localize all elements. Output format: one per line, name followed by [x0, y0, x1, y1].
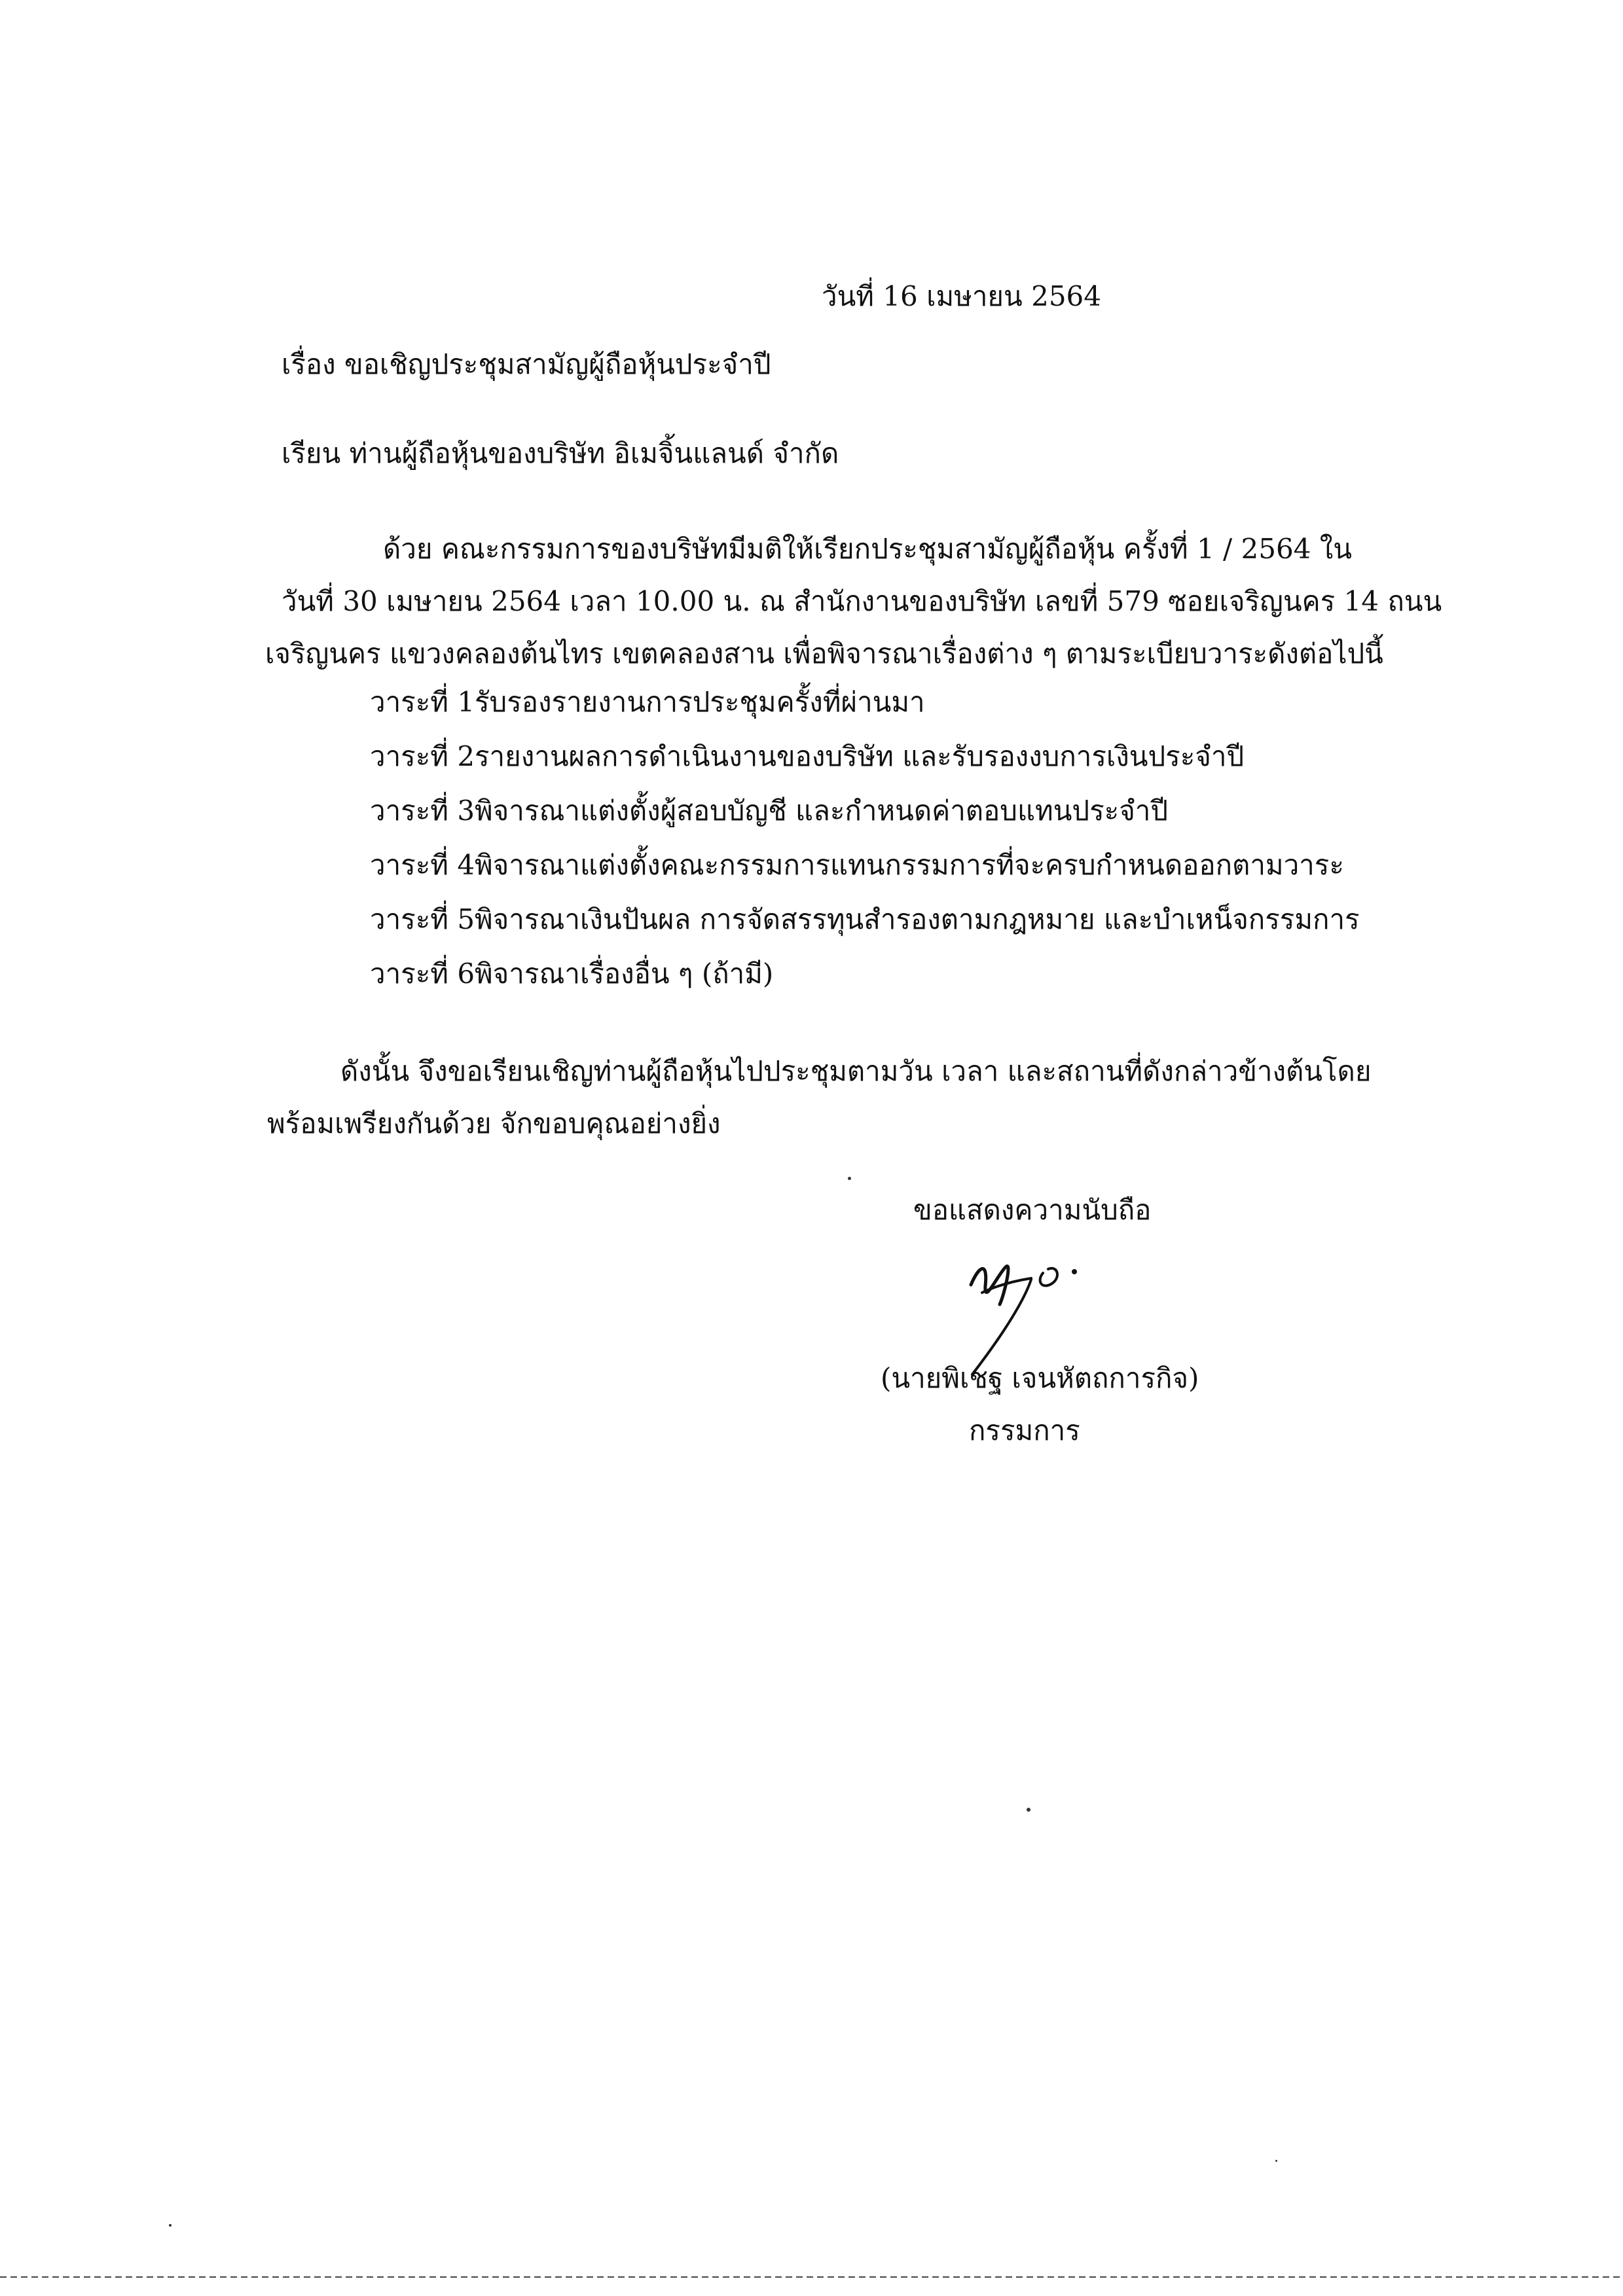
agenda-number: วาระที่ 4: [370, 849, 475, 881]
agenda-text: พิจารณาเรื่องอื่น ๆ (ถ้ามี): [475, 958, 774, 990]
agenda-item: [370, 797, 1360, 852]
handwritten-signature: [959, 1247, 1110, 1378]
agenda-item: [370, 849, 1360, 906]
agenda-text: พิจารณาแต่งตั้งคณะกรรมการแทนกรรมการที่จะครบกำหนดออกตามวาระ: [475, 849, 1344, 881]
body-line-1: ด้วย คณะกรรมการของบริษัทมีมติให้เรียกประชุมสามัญผู้ถือหุ้น ครั้งที่ 1 / 2564 ใน: [383, 533, 1352, 565]
agenda-item: [370, 740, 1360, 797]
letter-recipient: เรียน ท่านผู้ถือหุ้นของบริษัท อิเมจิ้นแลนด์ จำกัด: [282, 437, 839, 469]
signer-name: (นายพิเชฐ เจนหัตถการกิจ): [881, 1362, 1199, 1394]
agenda-item: [370, 960, 1360, 1014]
letter-date: วันที่ 16 เมษายน 2564: [822, 280, 1101, 312]
agenda-text: พิจารณาเงินปันผล การจัดสรรทุนสำรองตามกฎหมาย และบำเหน็จกรรมการ: [475, 903, 1360, 935]
agenda-number: วาระที่ 3: [370, 795, 475, 827]
regards-text: ขอแสดงความนับถือ: [913, 1194, 1152, 1226]
body-line-3: เจริญนคร แขวงคลองต้นไทร เขตคลองสาน เพื่อพิจารณาเรื่องต่าง ๆ ตามระเบียบวาระดังต่อไปนี้: [265, 637, 1383, 670]
agenda-number: วาระที่ 1: [370, 686, 475, 718]
agenda-text: รับรองรายงานการประชุมครั้งที่ผ่านมา: [475, 686, 925, 718]
scan-speck: [848, 1177, 851, 1180]
scan-speck: [169, 2224, 172, 2227]
agenda-text: รายงานผลการดำเนินงานของบริษัท และรับรองงบการเงินประจำปี: [475, 740, 1245, 772]
agenda-number: วาระที่ 5: [370, 903, 475, 935]
closing-line-1: ดังนั้น จึงขอเรียนเชิญท่านผู้ถือหุ้นไปประชุมตามวัน เวลา และสถานที่ดังกล่าวข้างต้นโดย: [340, 1055, 1372, 1087]
closing-line-2: พร้อมเพรียงกันด้วย จักขอบคุณอย่างยิ่ง: [267, 1107, 721, 1139]
agenda-item: [370, 903, 1360, 960]
agenda-item: [370, 686, 1360, 743]
scan-speck: [1027, 1808, 1030, 1812]
agenda-list: [370, 686, 1360, 1014]
scan-edge-line: [0, 2276, 1623, 2278]
signer-position: กรรมการ: [969, 1414, 1080, 1446]
scan-speck: [1275, 2160, 1277, 2162]
agenda-number: วาระที่ 6: [370, 958, 475, 990]
letter-subject: เรื่อง ขอเชิญประชุมสามัญผู้ถือหุ้นประจำปี: [282, 348, 771, 380]
body-line-2: วันที่ 30 เมษายน 2564 เวลา 10.00 น. ณ สำนักงานของบริษัท เลขที่ 579 ซอยเจริญนคร 14 ถนน: [282, 585, 1442, 617]
agenda-text: พิจารณาแต่งตั้งผู้สอบบัญชี และกำหนดค่าตอบแทนประจำปี: [475, 795, 1169, 827]
agenda-number: วาระที่ 2: [370, 740, 475, 772]
